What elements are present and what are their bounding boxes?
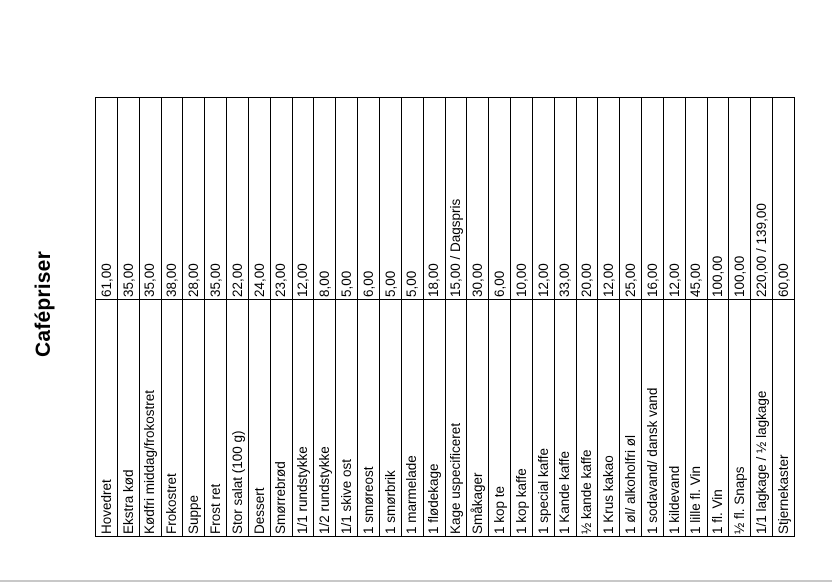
table-row [249,98,271,536]
item-name-cell: Stor salat (100 g) [227,299,248,536]
item-price-cell: 220,00 / 139,00 [753,203,769,297]
item-name-cell: 1 smøreost [358,299,379,536]
table-row [118,98,140,536]
page-divider [0,580,832,582]
item-price-cell: 6,00 [360,270,376,297]
table-row [227,98,249,536]
table-row [205,98,227,536]
table-row [489,98,511,536]
item-price-cell: 16,00 [644,263,660,297]
item-name-cell: 1 kop te [489,299,510,536]
item-price-cell: 18,00 [426,263,442,297]
item-price-cell: 12,00 [295,263,311,297]
item-name-cell: 1/1 rundstykke [293,299,314,536]
item-name-cell: 1 øl/ alkoholfri øl [620,299,641,536]
item-price-cell: 38,00 [164,263,180,297]
table-row [708,98,730,536]
item-price-cell: 100,00 [710,255,726,297]
item-price-cell: 61,00 [98,263,114,297]
item-name-cell: 1 Krus kakao [598,299,619,536]
table-row [358,98,380,536]
table-row [336,98,358,536]
page-title: Cafépriser [32,251,55,357]
item-name-cell: Stjernekaster [773,299,794,536]
item-price-cell: 8,00 [317,270,333,297]
item-price-cell: 10,00 [513,263,529,297]
table-row [293,98,315,536]
item-price-cell: 33,00 [557,263,573,297]
price-table [95,97,795,537]
item-name-cell: 1/1 lagkage / ½ lagkage [751,299,772,536]
item-price-cell: 60,00 [775,263,791,297]
item-price-cell: 5,00 [404,270,420,297]
item-name-cell: 1 kildevand [664,299,685,536]
table-row [664,98,686,536]
item-name-cell: 1 kop kaffe [511,299,532,536]
item-name-cell: 1/1 skive ost [336,299,357,536]
table-row [380,98,402,536]
item-name-cell: ½ kande kaffe [577,299,598,536]
item-name-cell: 1 sodavand/ dansk vand [642,299,663,536]
item-price-cell: 5,00 [382,270,398,297]
table-row [446,98,468,536]
item-name-cell: Kage uspecificeret [446,299,467,536]
table-row [511,98,533,536]
item-name-cell: Kødfri middag/frokostret [140,299,161,536]
item-price-cell: 15,00 / Dagspris [448,198,464,297]
table-row [555,98,577,536]
item-price-cell: 35,00 [142,263,158,297]
table-row [424,98,446,536]
table-row [686,98,708,536]
item-price-cell: 22,00 [229,263,245,297]
item-price-cell: 35,00 [120,263,136,297]
table-row [729,98,751,536]
item-price-cell: 12,00 [535,263,551,297]
item-price-cell: 45,00 [688,263,704,297]
item-name-cell: 1/2 rundstykke [314,299,335,536]
table-row [402,98,424,536]
item-name-cell: Småkager [467,299,488,536]
table-row [271,98,293,536]
item-name-cell: 1 lille fl. Vin [686,299,707,536]
table-row [96,98,118,536]
table-row [162,98,184,536]
item-name-cell: 1 Kande kaffe [555,299,576,536]
table-row [533,98,555,536]
table-row [620,98,642,536]
item-price-cell: 24,00 [251,263,267,297]
table-row [751,98,773,536]
item-price-cell: 12,00 [666,263,682,297]
item-name-cell: Hovedret [96,299,117,536]
item-name-cell: ½ fl. Snaps [729,299,750,536]
item-name-cell: 1 smørbrik [380,299,401,536]
item-price-cell: 5,00 [338,270,354,297]
item-name-cell: 1 flødekage [424,299,445,536]
item-name-cell: 1 special kaffe [533,299,554,536]
item-name-cell: Dessert [249,299,270,536]
item-price-cell: 100,00 [732,255,748,297]
item-price-cell: 30,00 [470,263,486,297]
item-price-cell: 28,00 [186,263,202,297]
table-row [314,98,336,536]
item-price-cell: 6,00 [491,270,507,297]
item-name-cell: 1 marmelade [402,299,423,536]
table-row [140,98,162,536]
table-row [773,98,794,536]
item-name-cell: 1 fl. Vin [708,299,729,536]
item-name-cell: Frost ret [205,299,226,536]
table-row [467,98,489,536]
item-price-cell: 23,00 [273,263,289,297]
table-row [183,98,205,536]
item-price-cell: 25,00 [622,263,638,297]
item-price-cell: 12,00 [601,263,617,297]
table-row [598,98,620,536]
item-price-cell: 20,00 [579,263,595,297]
item-price-cell: 35,00 [207,263,223,297]
item-name-cell: Suppe [183,299,204,536]
item-name-cell: Frokostret [162,299,183,536]
table-row [642,98,664,536]
table-row [577,98,599,536]
item-name-cell: Ekstra kød [118,299,139,536]
item-name-cell: Smørrebrød [271,299,292,536]
